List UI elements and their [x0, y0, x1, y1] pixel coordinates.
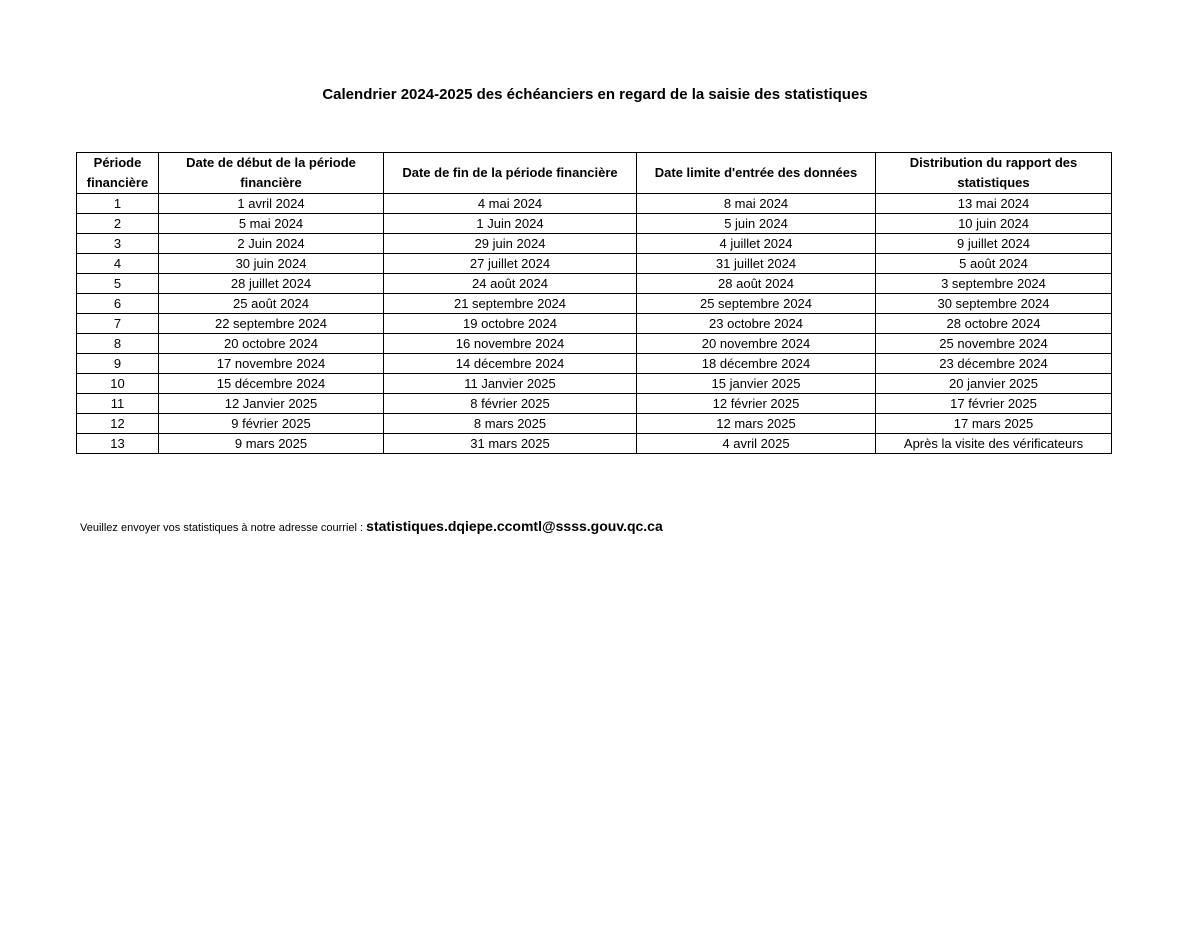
- cell-start-date: 9 mars 2025: [159, 434, 384, 454]
- cell-period: 1: [77, 194, 159, 214]
- table-row: [77, 234, 1112, 254]
- header-end-date: Date de fin de la période financière: [384, 153, 637, 194]
- cell-period: 8: [77, 334, 159, 354]
- cell-report-distribution: 10 juin 2024: [876, 214, 1112, 234]
- cell-end-date: 21 septembre 2024: [384, 294, 637, 314]
- table-row: [77, 294, 1112, 314]
- cell-start-date: 5 mai 2024: [159, 214, 384, 234]
- table-row: [77, 274, 1112, 294]
- cell-deadline: 23 octobre 2024: [637, 314, 876, 334]
- cell-end-date: 1 Juin 2024: [384, 214, 637, 234]
- cell-deadline: 4 juillet 2024: [637, 234, 876, 254]
- cell-period: 6: [77, 294, 159, 314]
- cell-deadline: 28 août 2024: [637, 274, 876, 294]
- cell-period: 10: [77, 374, 159, 394]
- cell-start-date: 30 juin 2024: [159, 254, 384, 274]
- schedule-table: [76, 152, 1112, 454]
- cell-start-date: 1 avril 2024: [159, 194, 384, 214]
- cell-start-date: 22 septembre 2024: [159, 314, 384, 334]
- table-row: [77, 414, 1112, 434]
- cell-end-date: 19 octobre 2024: [384, 314, 637, 334]
- footer-text: Veuillez envoyer vos statistiques à notre adresse courriel :: [80, 522, 364, 534]
- cell-end-date: 11 Janvier 2025: [384, 374, 637, 394]
- page-title: Calendrier 2024-2025 des échéanciers en regard de la saisie des statistiques: [322, 86, 868, 103]
- cell-report-distribution: 23 décembre 2024: [876, 354, 1112, 374]
- table-row: [77, 314, 1112, 334]
- table-row: [77, 354, 1112, 374]
- cell-end-date: 27 juillet 2024: [384, 254, 637, 274]
- cell-deadline: 18 décembre 2024: [637, 354, 876, 374]
- cell-end-date: 16 novembre 2024: [384, 334, 637, 354]
- cell-period: 7: [77, 314, 159, 334]
- cell-deadline: 4 avril 2025: [637, 434, 876, 454]
- cell-report-distribution: 17 février 2025: [876, 394, 1112, 414]
- cell-end-date: 8 février 2025: [384, 394, 637, 414]
- cell-deadline: 8 mai 2024: [637, 194, 876, 214]
- cell-period: 12: [77, 414, 159, 434]
- table-header-row: [77, 153, 1112, 194]
- table-row: [77, 214, 1112, 234]
- cell-report-distribution: 5 août 2024: [876, 254, 1112, 274]
- header-period: Période financière: [77, 153, 159, 194]
- cell-start-date: 12 Janvier 2025: [159, 394, 384, 414]
- cell-period: 2: [77, 214, 159, 234]
- cell-report-distribution: 20 janvier 2025: [876, 374, 1112, 394]
- table-row: [77, 254, 1112, 274]
- cell-period: 4: [77, 254, 159, 274]
- cell-deadline: 25 septembre 2024: [637, 294, 876, 314]
- cell-deadline: 31 juillet 2024: [637, 254, 876, 274]
- cell-end-date: 4 mai 2024: [384, 194, 637, 214]
- header-start-date: Date de début de la période financière: [159, 153, 384, 194]
- table-row: [77, 434, 1112, 454]
- cell-end-date: 8 mars 2025: [384, 414, 637, 434]
- table-row: [77, 334, 1112, 354]
- footer-note: [80, 515, 663, 539]
- cell-deadline: 20 novembre 2024: [637, 334, 876, 354]
- cell-report-distribution: Après la visite des vérificateurs: [876, 434, 1112, 454]
- cell-report-distribution: 28 octobre 2024: [876, 314, 1112, 334]
- cell-start-date: 28 juillet 2024: [159, 274, 384, 294]
- cell-report-distribution: 30 septembre 2024: [876, 294, 1112, 314]
- cell-end-date: 31 mars 2025: [384, 434, 637, 454]
- cell-deadline: 12 mars 2025: [637, 414, 876, 434]
- table-row: [77, 394, 1112, 414]
- cell-period: 3: [77, 234, 159, 254]
- cell-end-date: 29 juin 2024: [384, 234, 637, 254]
- cell-period: 5: [77, 274, 159, 294]
- cell-start-date: 15 décembre 2024: [159, 374, 384, 394]
- cell-start-date: 25 août 2024: [159, 294, 384, 314]
- cell-deadline: 15 janvier 2025: [637, 374, 876, 394]
- cell-end-date: 14 décembre 2024: [384, 354, 637, 374]
- cell-report-distribution: 3 septembre 2024: [876, 274, 1112, 294]
- header-deadline: Date limite d'entrée des données: [637, 153, 876, 194]
- table-row: [77, 194, 1112, 214]
- cell-deadline: 12 février 2025: [637, 394, 876, 414]
- contact-email[interactable]: statistiques.dqiepe.ccomtl@ssss.gouv.qc.ca: [366, 518, 663, 534]
- cell-period: 9: [77, 354, 159, 374]
- cell-report-distribution: 25 novembre 2024: [876, 334, 1112, 354]
- cell-report-distribution: 13 mai 2024: [876, 194, 1112, 214]
- cell-period: 13: [77, 434, 159, 454]
- header-report-distribution: Distribution du rapport des statistiques: [876, 153, 1112, 194]
- cell-start-date: 9 février 2025: [159, 414, 384, 434]
- cell-deadline: 5 juin 2024: [637, 214, 876, 234]
- cell-period: 11: [77, 394, 159, 414]
- cell-end-date: 24 août 2024: [384, 274, 637, 294]
- cell-start-date: 17 novembre 2024: [159, 354, 384, 374]
- cell-start-date: 20 octobre 2024: [159, 334, 384, 354]
- cell-report-distribution: 9 juillet 2024: [876, 234, 1112, 254]
- table-body: [77, 194, 1112, 454]
- cell-report-distribution: 17 mars 2025: [876, 414, 1112, 434]
- table-row: [77, 374, 1112, 394]
- cell-start-date: 2 Juin 2024: [159, 234, 384, 254]
